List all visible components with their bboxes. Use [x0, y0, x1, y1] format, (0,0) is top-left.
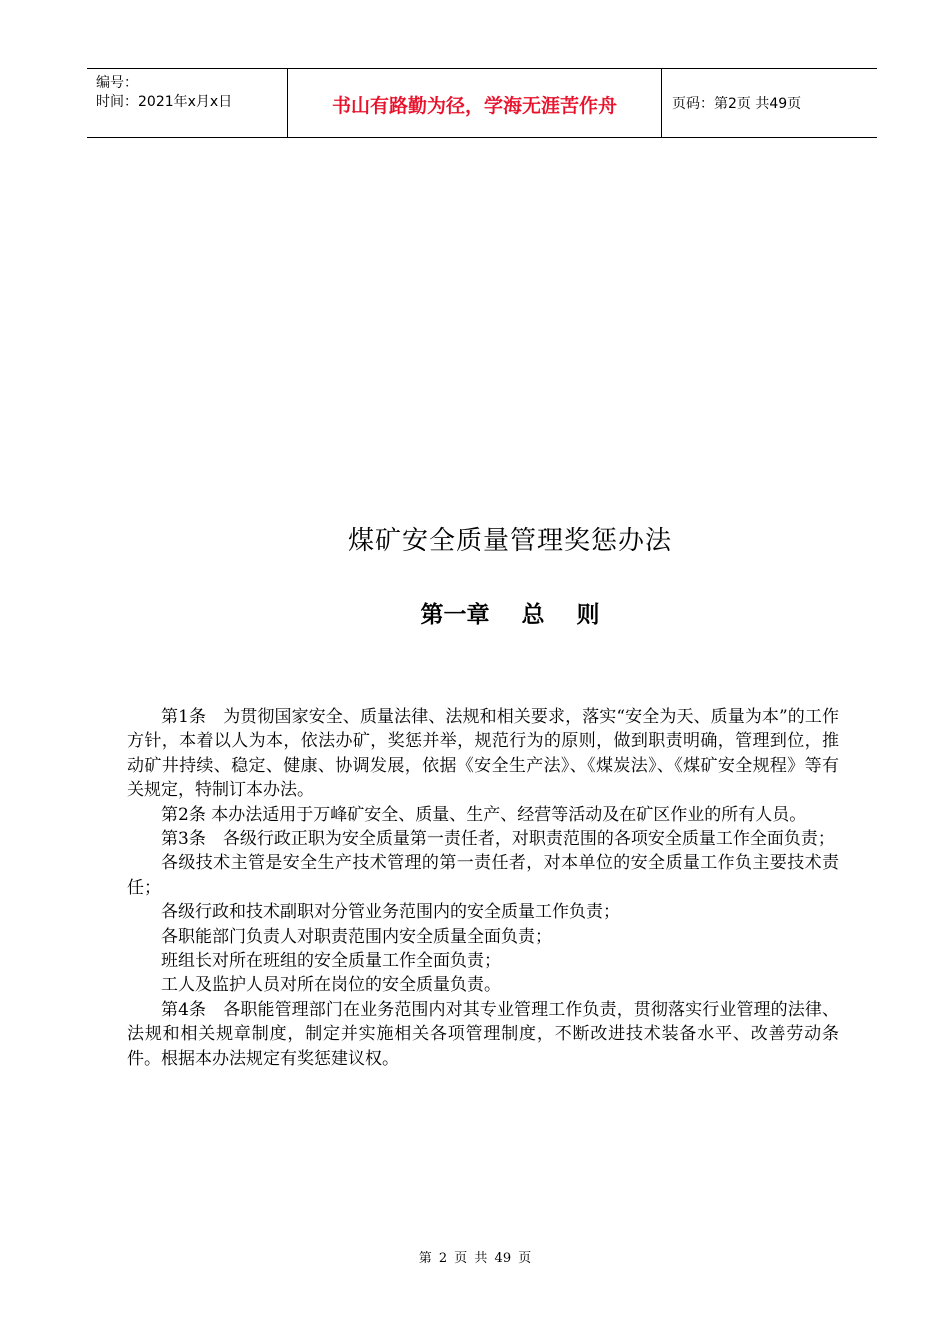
- page-footer: 第 2 页 共 49 页: [418, 1251, 532, 1266]
- document-header: [87, 68, 877, 138]
- paragraph-workers: 工人及监护人员对所在岗位的安全质量负责。: [161, 975, 501, 996]
- paragraph-article-3: 第3条 各级行政正职为安全质量第一责任者，对职责范围的各项安全质量工作全面负责；: [161, 829, 835, 850]
- paragraph-article-2: 第2条 本办法适用于万峰矿安全、质量、生产、经营等活动及在矿区作业的所有人员。: [161, 804, 807, 825]
- header-motto-cell: [287, 69, 662, 137]
- header-page-cell: [662, 69, 877, 137]
- paragraph-article-4: 第4条 各职能管理部门在业务范围内对其专业管理工作负责，贯彻落实行业管理的法律、法规和相关规章制度，制定并实施相关各项管理制度，不断改进技术装备水平、改善劳动条件。根据本办法规定有奖惩建议权。: [127, 999, 839, 1069]
- paragraph-deputy: 各级行政和技术副职对分管业务范围内的安全质量工作负责；: [161, 902, 620, 923]
- paragraph-team-leader: 班组长对所在班组的安全质量工作全面负责；: [161, 951, 501, 972]
- paragraph-article-1: 第1条 为贯彻国家安全、质量法律、法规和相关要求，落实“安全为天、质量为本”的工作方针，本着以人为本，依法办矿，奖惩并举，规范行为的原则，做到职责明确，管理到位，推动矿井持续、稳定、健康、协调发展，依据《安全生产法》、《煤炭法》、《煤矿安全规程》等有关规定，特制订本办法。: [127, 707, 839, 801]
- paragraph-department-head: 各职能部门负责人对职责范围内安全质量全面负责；: [161, 926, 552, 947]
- chapter-heading: 第一章 总 则: [420, 602, 600, 628]
- document-title: 煤矿安全质量管理奖惩办法: [347, 526, 672, 556]
- header-meta-cell: [87, 69, 287, 137]
- paragraph-technical-supervisor: 各级技术主管是安全生产技术管理的第一责任者，对本单位的安全质量工作负主要技术责任；: [127, 853, 839, 898]
- number-label: 编号：: [96, 75, 138, 91]
- header-page-number: 页码：第2页 共49页: [672, 96, 802, 112]
- document-body: [127, 705, 839, 1071]
- time-label: 时间：2021年x月x日: [96, 94, 233, 110]
- header-motto: 书山有路勤为径，学海无涯苦作舟: [331, 95, 617, 117]
